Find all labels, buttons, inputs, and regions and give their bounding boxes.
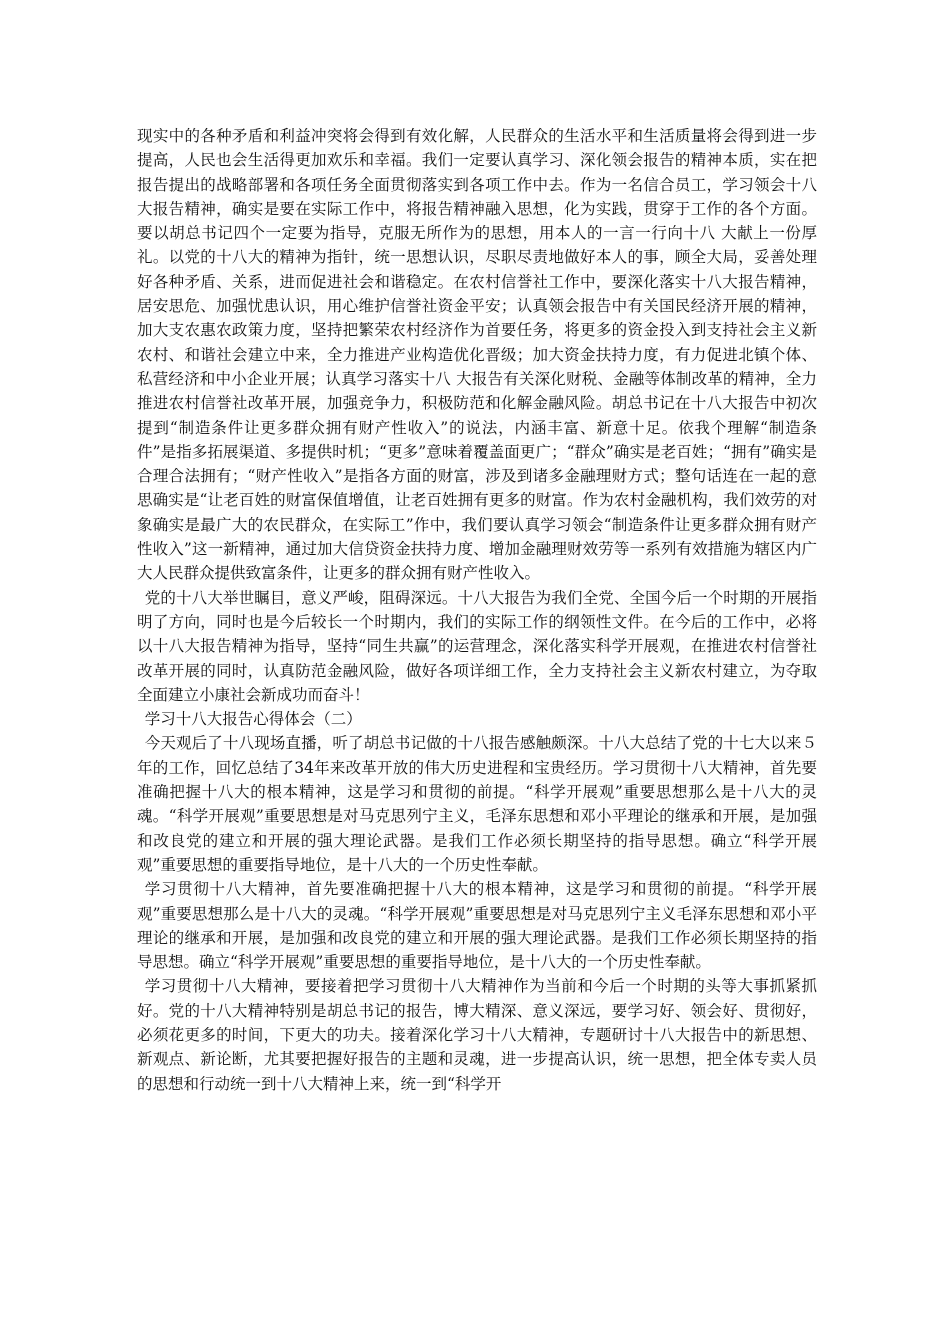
paragraph-5: 学习贯彻十八大精神，要接着把学习贯彻十八大精神作为当前和今后一个时期的头等大事抓紧抓好。党的十八大精神特别是胡总书记的报告，博大精深、意义深远，要学习好、领会好、贯彻好，必须花更多的时间，下更大的功夫。接着深化学习十八大精神，专题研讨十八大报告中的新思想、新观点、新论断，尤其要把握好报告的主题和灵魂，进一步提高认识，统一思想，把全体专卖人员的思想和行动统一到十八大精神上来，统一到“科学开: [137, 977, 817, 1093]
paragraph-2: 党的十八大举世瞩目，意义严峻，阻碍深远。十八大报告为我们全党、全国今后一个时期的开展指明了方向，同时也是今后较长一个时期内，我们的实际工作的纲领性文件。在今后的工作中，必将以十八大报告精神为指导，坚持“同生共赢”的运营理念，深化落实科学开展观，在推进农村信誉社改革开展的同时，认真防范金融风险，做好各项详细工作，全力支持社会主义新农村建立，为夺取全面建立小康社会新成功而奋斗！: [137, 588, 817, 704]
section-heading: 学习十八大报告心得体会（二）: [144, 710, 362, 729]
paragraph-1: 现实中的各种矛盾和利益冲突将会得到有效化解，人民群众的生活水平和生活质量将会得到进一步提高，人民也会生活得更加欢乐和幸福。我们一定要认真学习、深化领会报告的精神本质，实在把报告提出的战略部署和各项任务全面贯彻落实到各项工作中去。作为一名信合员工，学习领会十八大报告精神，确实是要在实际工作中，将报告精神融入思想，化为实践，贯穿于工作的各个方面。要以胡总书记四个一定要为指导，克服无所作为的思想，用本人的一言一行向十八 大献上一份厚礼。以党的十八大的精神为指针，统一思想认识，尽职尽责地做好本人的事，顾全大局，妥善处理好各种矛盾、关系，进而促进社会和谐稳定。在农村信誉社工作中，要深化落实十八大报告精神，居安思危、加强忧患认识，用心维护信誉社资金平安；认真领会报告中有关国民经济开展的精神，加大支农惠农政策力度，坚持把繁荣农村经济作为首要任务，将更多的资金投入到支持社会主义新农村、和谐社会建立中来，全力推进产业构造优化晋级；加大资金扶持力度，有力促进北镇个体、私营经济和中小企业开展；认真学习落实十八 大报告有关深化财税、金融等体制改革的精神，全力推进农村信誉社改革开展，加强竞争力，积极防范和化解金融风险。胡总书记在十八大报告中初次提到“制造条件让更多群众拥有财产性收入”的说法，内涵丰富、新意十足。依我个理解“制造条件”是指多拓展渠道、多提供时机；“更多”意味着覆盖面更广；“群众”确实是老百姓；“拥有”确实是合理合法拥有；“财产性收入”是指各方面的财富，涉及到诸多金融理财方式；整句话连在一起的意思确实是“让老百姓的财富保值增值，让老百姓拥有更多的财富。作为农村金融机构，我们效劳的对象确实是最广大的农民群众，在实际工”作中，我们要认真学习领会“制造条件让更多群众拥有财产性收入”这一新精神，通过加大信贷资金扶持力度、增加金融理财效劳等一系列有效措施为辖区内广大人民群众提供致富条件，让更多的群众拥有财产性收入。: [137, 127, 817, 583]
paragraph-4: 学习贯彻十八大精神，首先要准确把握十八大的根本精神，这是学习和贯彻的前提。“科学开展观”重要思想那么是十八大的灵魂。“科学开展观”重要思想是对马克思列宁主义毛泽东思想和邓小平理论的继承和开展，是加强和改良党的建立和开展的强大理论武器。是我们工作必须长期坚持的指导思想。确立“科学开展观”重要思想的重要指导地位，是十八大的一个历史性奉献。: [137, 880, 817, 972]
document-page: [137, 124, 817, 1096]
paragraph-3: 今天观后了十八现场直播，听了胡总书记做的十八报告感触颇深。十八大总结了党的十七大以来５年的工作，回忆总结了34年来改革开放的伟大历史进程和宝贵经历。学习贯彻十八大精神，首先要准确把握十八大的根本精神，这是学习和贯彻的前提。“科学开展观”重要思想那么是十八大的灵魂。“科学开展观”重要思想是对马克思列宁主义，毛泽东思想和邓小平理论的继承和开展，是加强和改良党的建立和开展的强大理论武器。是我们工作必须长期坚持的指导思想。确立“科学开展观”重要思想的重要指导地位，是十八大的一个历史性奉献。: [137, 734, 817, 874]
